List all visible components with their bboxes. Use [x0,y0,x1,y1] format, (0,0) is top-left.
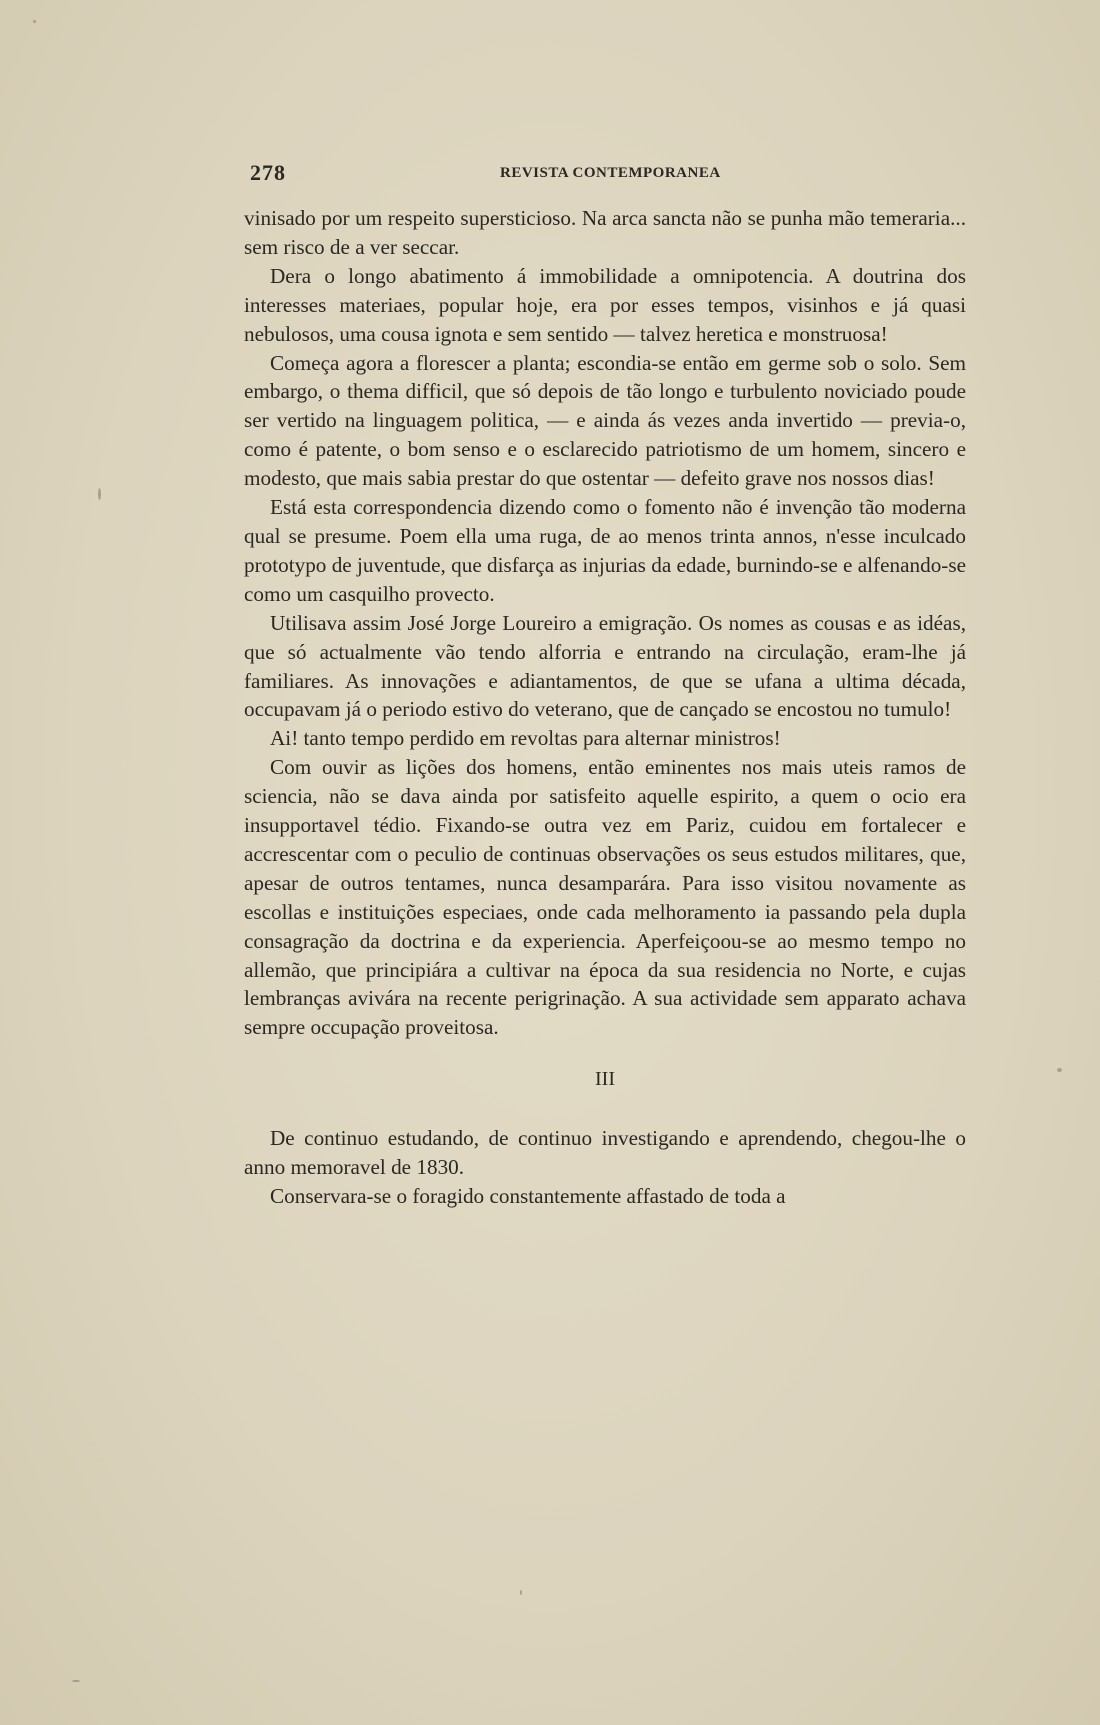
paragraph: Com ouvir as lições dos homens, então eminentes nos mais uteis ramos de sciencia, não se dava ainda por satisfeito aquelle espirito, a quem o ocio era insupportavel tédio. Fixando-se outra vez em Pariz, cuidou em fortalecer e accrescentar com o peculio de continuas observações os seus estudos militares, que, apesar de outros tentames, nunca desamparára. Para isso visitou novamente as escollas e instituições especiaes, onde cada melhoramento ia passando pela dupla consagração da doctrina e da experiencia. Aperfeiçoou-se ao mesmo tempo no allemão, que principiára a cultivar na época da sua residencia no Norte, e cujas lembranças avivára na recente perigrinação. A sua actividade sem apparato achava sempre occupação proveitosa. [244,755,966,1040]
paragraph: Conservara-se o foragido constantemente affastado de toda a [270,1184,786,1208]
paragraph: Utilisava assim José Jorge Loureiro a emigração. Os nomes as cousas e as idéas, que só actualmente vão tendo alforria e entrando na circulação, eram-lhe já familiares. As innovações e adiantamentos, de que se ufana a ultima década, occupavam já o periodo estivo do veterano, que de cançado se encostou no tumulo! [244,610,966,722]
paragraph: Dera o longo abatimento á immobilidade a omnipotencia. A doutrina dos interesses materiaes, popular hoje, era por esses tempos, visinhos e já quasi nebulosos, uma cousa ignota e sem sentido — talvez heretica e monstruosa! [244,263,966,346]
paper-speck [1057,1068,1062,1072]
paragraph: Está esta correspondencia dizendo como o fomento não é invenção tão moderna qual se presume. Poem ella uma ruga, de ao menos trinta annos, n'esse inculcado prototypo de juventude, que disfarça as injurias da edade, burnindo-se e alfenando-se como um casquilho provecto. [244,495,966,606]
paper-speck [98,488,101,500]
running-head: REVISTA CONTEMPORANEA [500,165,721,181]
paper-speck [33,20,36,23]
paper-speck [520,1590,522,1595]
paragraph: vinisado por um respeito supersticioso. Na arca sancta não se punha mão temeraria... sem risco de a ver seccar. [244,206,966,259]
body-text [244,204,966,1211]
paragraph: Ai! tanto tempo perdido em revoltas para alternar ministros! [270,726,781,751]
section-heading: III [595,1068,615,1091]
paragraph: De continuo estudando, de continuo investigando e aprendendo, chegou-lhe o anno memoravel de 1830. [244,1126,966,1180]
paper-speck [72,1680,80,1682]
page-number: 278 [250,160,286,185]
page-header [250,160,962,190]
paragraph: Começa agora a florescer a planta; escondia-se então em germe sob o solo. Sem embargo, o thema difficil, que só depois de tão longo e turbulento noviciado poude ser vertido na linguagem politica, — e ainda ás vezes anda invertido — previa-o, como é patente, o bom senso e o esclarecido patriotismo de um homem, sincero e modesto, que mais sabia prestar do que ostentar — defeito grave nos nossos dias! [244,350,966,491]
